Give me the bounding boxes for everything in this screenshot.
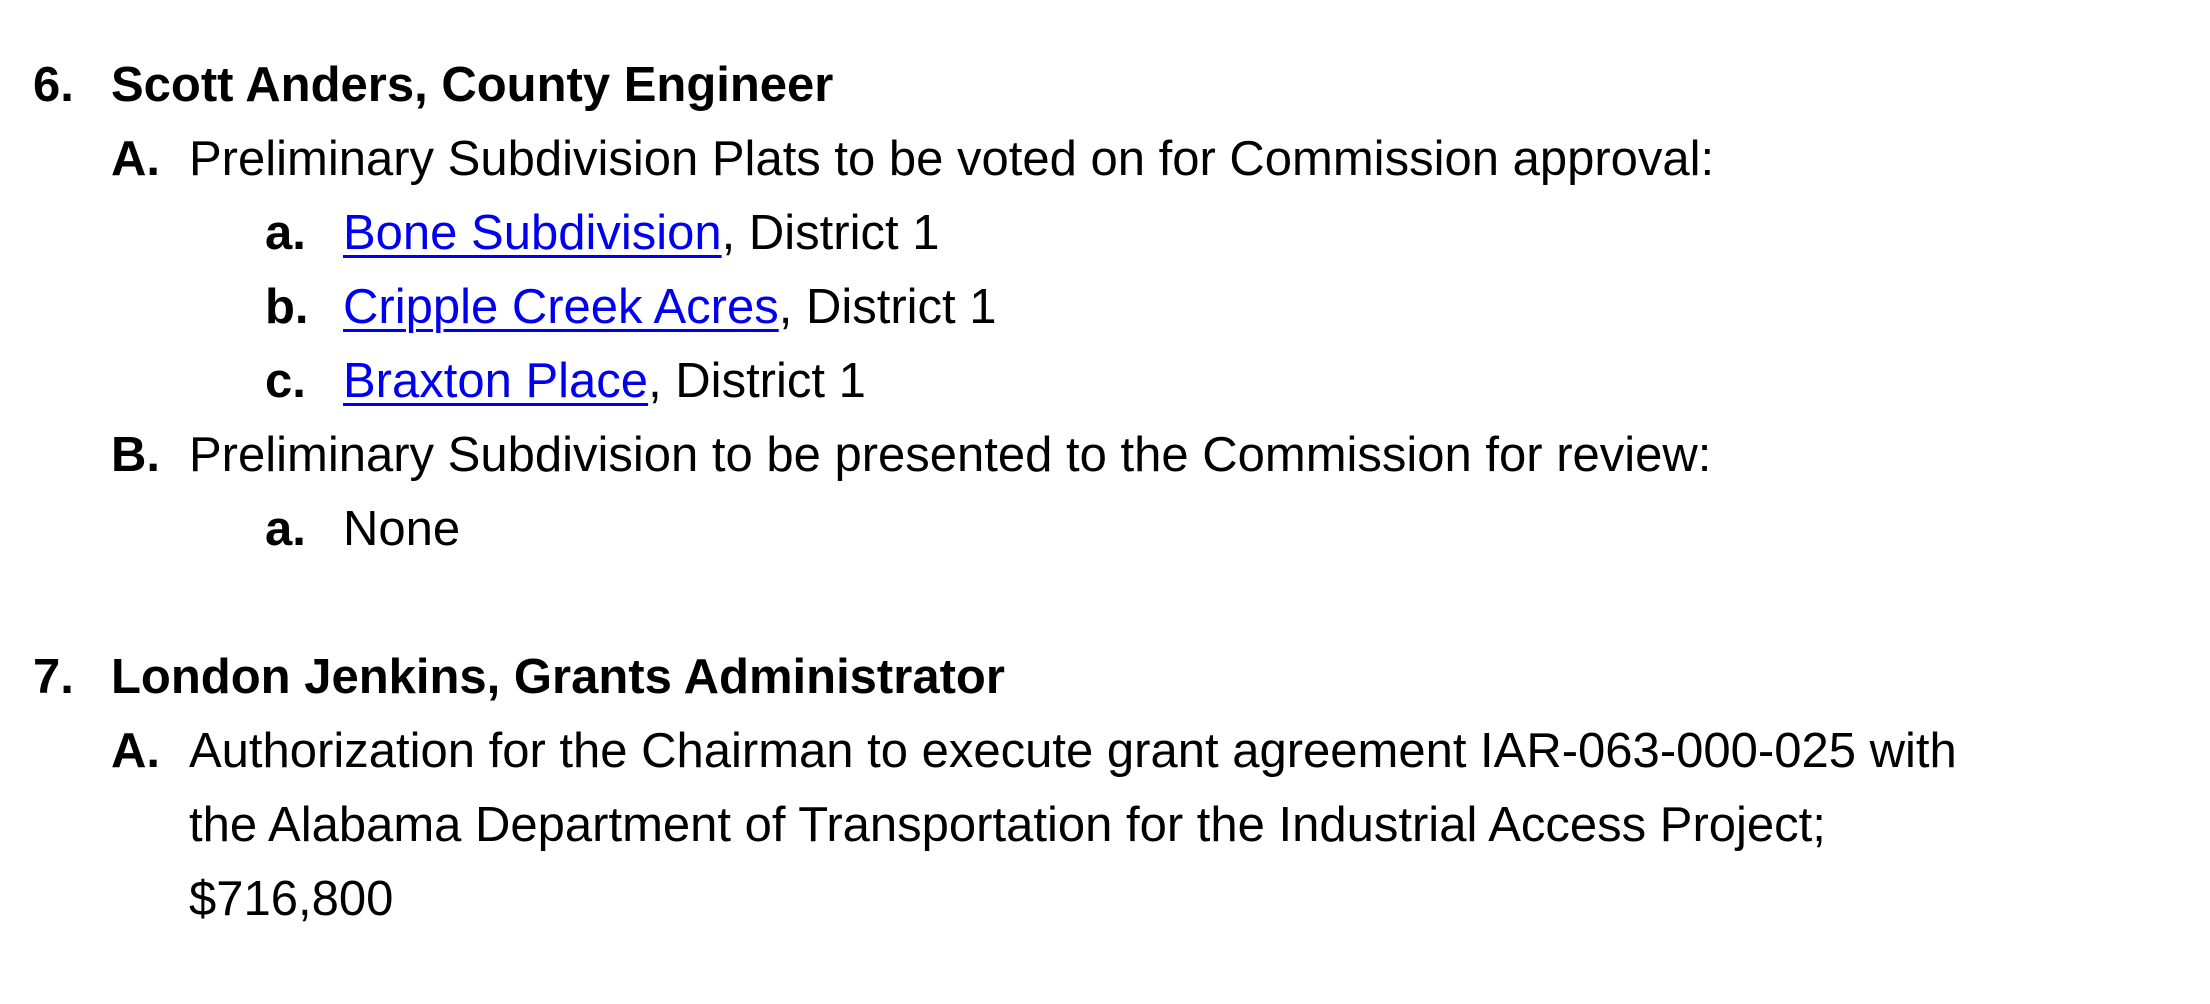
item-letter: B. [111,428,160,482]
section-heading: London Jenkins, Grants Administrator [111,650,1005,704]
braxton-place-link[interactable]: Braxton Place [343,354,649,408]
item-text-line: Authorization for the Chairman to execute grant agreement IAR-063-000-025 with [189,724,1957,778]
section-heading: Scott Anders, County Engineer [111,58,834,112]
item-text-line: the Alabama Department of Transportation for the Industrial Access Project; [189,798,1826,852]
district-label: , District 1 [648,354,866,408]
subitem-letter: c. [265,354,306,408]
subitem-text [343,344,866,418]
subitem-text [343,270,997,344]
district-label: , District 1 [721,206,940,260]
grant-amount: $716,800 [189,872,394,926]
subitem-text [343,196,939,270]
bone-subdivision-link[interactable]: Bone Subdivision [343,206,722,260]
subitem-letter: a. [265,206,306,260]
item-text: Preliminary Subdivision to be presented to the Commission for review: [189,428,1712,482]
section-number: 7. [33,650,74,704]
item-letter: A. [111,132,160,186]
subitem-letter: a. [265,502,306,556]
section-number: 6. [33,58,74,112]
item-text: Preliminary Subdivision Plats to be voted on for Commission approval: [189,132,1715,186]
subitem-letter: b. [265,280,309,334]
item-letter: A. [111,724,160,778]
district-label: , District 1 [778,280,997,334]
subitem-text: None [343,502,461,556]
cripple-creek-acres-link[interactable]: Cripple Creek Acres [343,280,779,334]
